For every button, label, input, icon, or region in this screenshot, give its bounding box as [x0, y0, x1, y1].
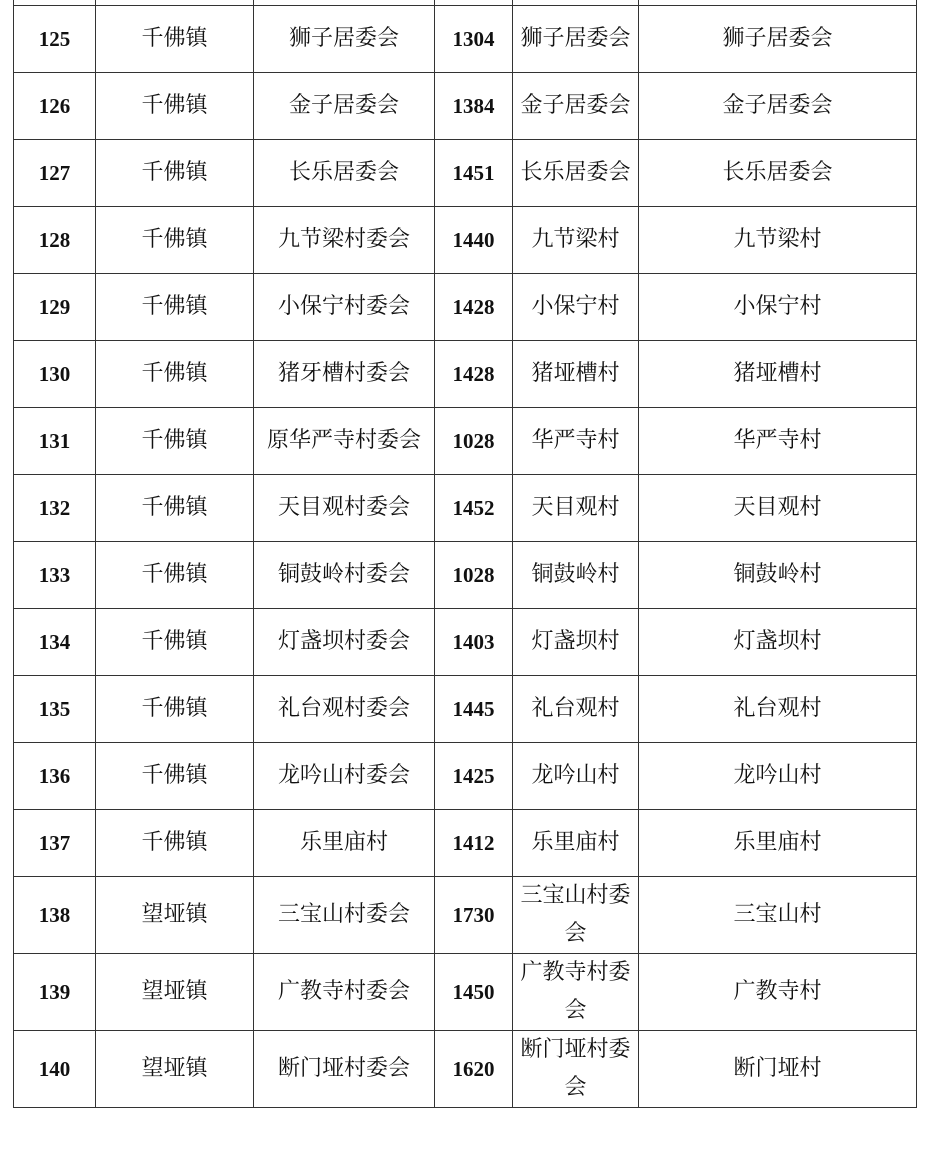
- final-name-cell: 狮子居委会: [639, 6, 917, 73]
- table-container: [13, 0, 916, 1108]
- table-row: [14, 1031, 917, 1108]
- old-name-cell: 猪牙槽村委会: [254, 341, 435, 408]
- new-name-cell: 乐里庙村: [513, 810, 639, 877]
- final-name-cell: 天目观村: [639, 475, 917, 542]
- final-name-cell: 猪垭槽村: [639, 341, 917, 408]
- new-name-cell: 华严寺村: [513, 408, 639, 475]
- old-name-cell: 广教寺村委会: [254, 954, 435, 1031]
- new-name-cell: 小保宁村: [513, 274, 639, 341]
- new-name-cell: 铜鼓岭村: [513, 542, 639, 609]
- new-name-cell: 猪垭槽村: [513, 341, 639, 408]
- code-cell: 1384: [435, 73, 513, 140]
- row-number: 137: [14, 810, 96, 877]
- final-name-cell: 龙吟山村: [639, 743, 917, 810]
- new-name-cell: 广教寺村委会: [513, 954, 639, 1031]
- table-body: [14, 0, 917, 1108]
- town-cell: 千佛镇: [96, 274, 254, 341]
- old-name-cell: 三宝山村委会: [254, 877, 435, 954]
- code-cell: 1428: [435, 341, 513, 408]
- row-number: 131: [14, 408, 96, 475]
- code-cell: 1304: [435, 6, 513, 73]
- row-number: 127: [14, 140, 96, 207]
- row-number: 135: [14, 676, 96, 743]
- final-name-cell: 铜鼓岭村: [639, 542, 917, 609]
- town-cell: 望垭镇: [96, 954, 254, 1031]
- code-cell: 1403: [435, 609, 513, 676]
- town-cell: 千佛镇: [96, 609, 254, 676]
- new-name-cell: 龙吟山村: [513, 743, 639, 810]
- code-cell: 1730: [435, 877, 513, 954]
- final-name-cell: 乐里庙村: [639, 810, 917, 877]
- code-cell: 1425: [435, 743, 513, 810]
- table-row: [14, 274, 917, 341]
- old-name-cell: 长乐居委会: [254, 140, 435, 207]
- new-name-cell: 三宝山村委会: [513, 877, 639, 954]
- final-name-cell: 九节梁村: [639, 207, 917, 274]
- new-name-cell: 狮子居委会: [513, 6, 639, 73]
- row-number: 132: [14, 475, 96, 542]
- town-cell: 千佛镇: [96, 542, 254, 609]
- row-number: 126: [14, 73, 96, 140]
- new-name-cell: 礼台观村: [513, 676, 639, 743]
- final-name-cell: 小保宁村: [639, 274, 917, 341]
- row-number: 136: [14, 743, 96, 810]
- table-row: [14, 954, 917, 1031]
- row-number: 125: [14, 6, 96, 73]
- code-cell: 1428: [435, 274, 513, 341]
- new-name-cell: 九节梁村: [513, 207, 639, 274]
- final-name-cell: 华严寺村: [639, 408, 917, 475]
- old-name-cell: 小保宁村委会: [254, 274, 435, 341]
- town-cell: 千佛镇: [96, 73, 254, 140]
- code-cell: 1028: [435, 542, 513, 609]
- row-number: 140: [14, 1031, 96, 1108]
- old-name-cell: 原华严寺村委会: [254, 408, 435, 475]
- table-row: [14, 810, 917, 877]
- old-name-cell: 狮子居委会: [254, 6, 435, 73]
- final-name-cell: 长乐居委会: [639, 140, 917, 207]
- table-row: [14, 6, 917, 73]
- final-name-cell: 广教寺村: [639, 954, 917, 1031]
- row-number: 129: [14, 274, 96, 341]
- table-row: [14, 542, 917, 609]
- table-row: [14, 743, 917, 810]
- final-name-cell: 断门垭村: [639, 1031, 917, 1108]
- table-row: [14, 475, 917, 542]
- final-name-cell: 三宝山村: [639, 877, 917, 954]
- table-row: [14, 341, 917, 408]
- final-name-cell: 金子居委会: [639, 73, 917, 140]
- new-name-cell: 天目观村: [513, 475, 639, 542]
- town-cell: 望垭镇: [96, 1031, 254, 1108]
- table-row: [14, 877, 917, 954]
- town-cell: 千佛镇: [96, 676, 254, 743]
- table-row: [14, 73, 917, 140]
- old-name-cell: 九节梁村委会: [254, 207, 435, 274]
- row-number: 128: [14, 207, 96, 274]
- town-cell: 望垭镇: [96, 877, 254, 954]
- town-cell: 千佛镇: [96, 341, 254, 408]
- town-cell: 千佛镇: [96, 810, 254, 877]
- code-cell: 1451: [435, 140, 513, 207]
- town-cell: 千佛镇: [96, 408, 254, 475]
- old-name-cell: 天目观村委会: [254, 475, 435, 542]
- town-cell: 千佛镇: [96, 743, 254, 810]
- row-number: 139: [14, 954, 96, 1031]
- old-name-cell: 龙吟山村委会: [254, 743, 435, 810]
- town-cell: 千佛镇: [96, 207, 254, 274]
- old-name-cell: 铜鼓岭村委会: [254, 542, 435, 609]
- code-cell: 1620: [435, 1031, 513, 1108]
- code-cell: 1028: [435, 408, 513, 475]
- code-cell: 1412: [435, 810, 513, 877]
- table-row: [14, 408, 917, 475]
- table-row: [14, 207, 917, 274]
- row-number: 130: [14, 341, 96, 408]
- new-name-cell: 断门垭村委会: [513, 1031, 639, 1108]
- new-name-cell: 长乐居委会: [513, 140, 639, 207]
- old-name-cell: 断门垭村委会: [254, 1031, 435, 1108]
- town-cell: 千佛镇: [96, 140, 254, 207]
- code-cell: 1452: [435, 475, 513, 542]
- old-name-cell: 灯盏坝村委会: [254, 609, 435, 676]
- old-name-cell: 乐里庙村: [254, 810, 435, 877]
- town-cell: 千佛镇: [96, 6, 254, 73]
- code-cell: 1445: [435, 676, 513, 743]
- new-name-cell: 灯盏坝村: [513, 609, 639, 676]
- row-number: 133: [14, 542, 96, 609]
- table-row: [14, 609, 917, 676]
- new-name-cell: 金子居委会: [513, 73, 639, 140]
- table-row: [14, 140, 917, 207]
- village-table: [13, 0, 917, 1108]
- final-name-cell: 礼台观村: [639, 676, 917, 743]
- row-number: 138: [14, 877, 96, 954]
- table-row: [14, 676, 917, 743]
- code-cell: 1440: [435, 207, 513, 274]
- row-number: 134: [14, 609, 96, 676]
- old-name-cell: 礼台观村委会: [254, 676, 435, 743]
- town-cell: 千佛镇: [96, 475, 254, 542]
- old-name-cell: 金子居委会: [254, 73, 435, 140]
- final-name-cell: 灯盏坝村: [639, 609, 917, 676]
- code-cell: 1450: [435, 954, 513, 1031]
